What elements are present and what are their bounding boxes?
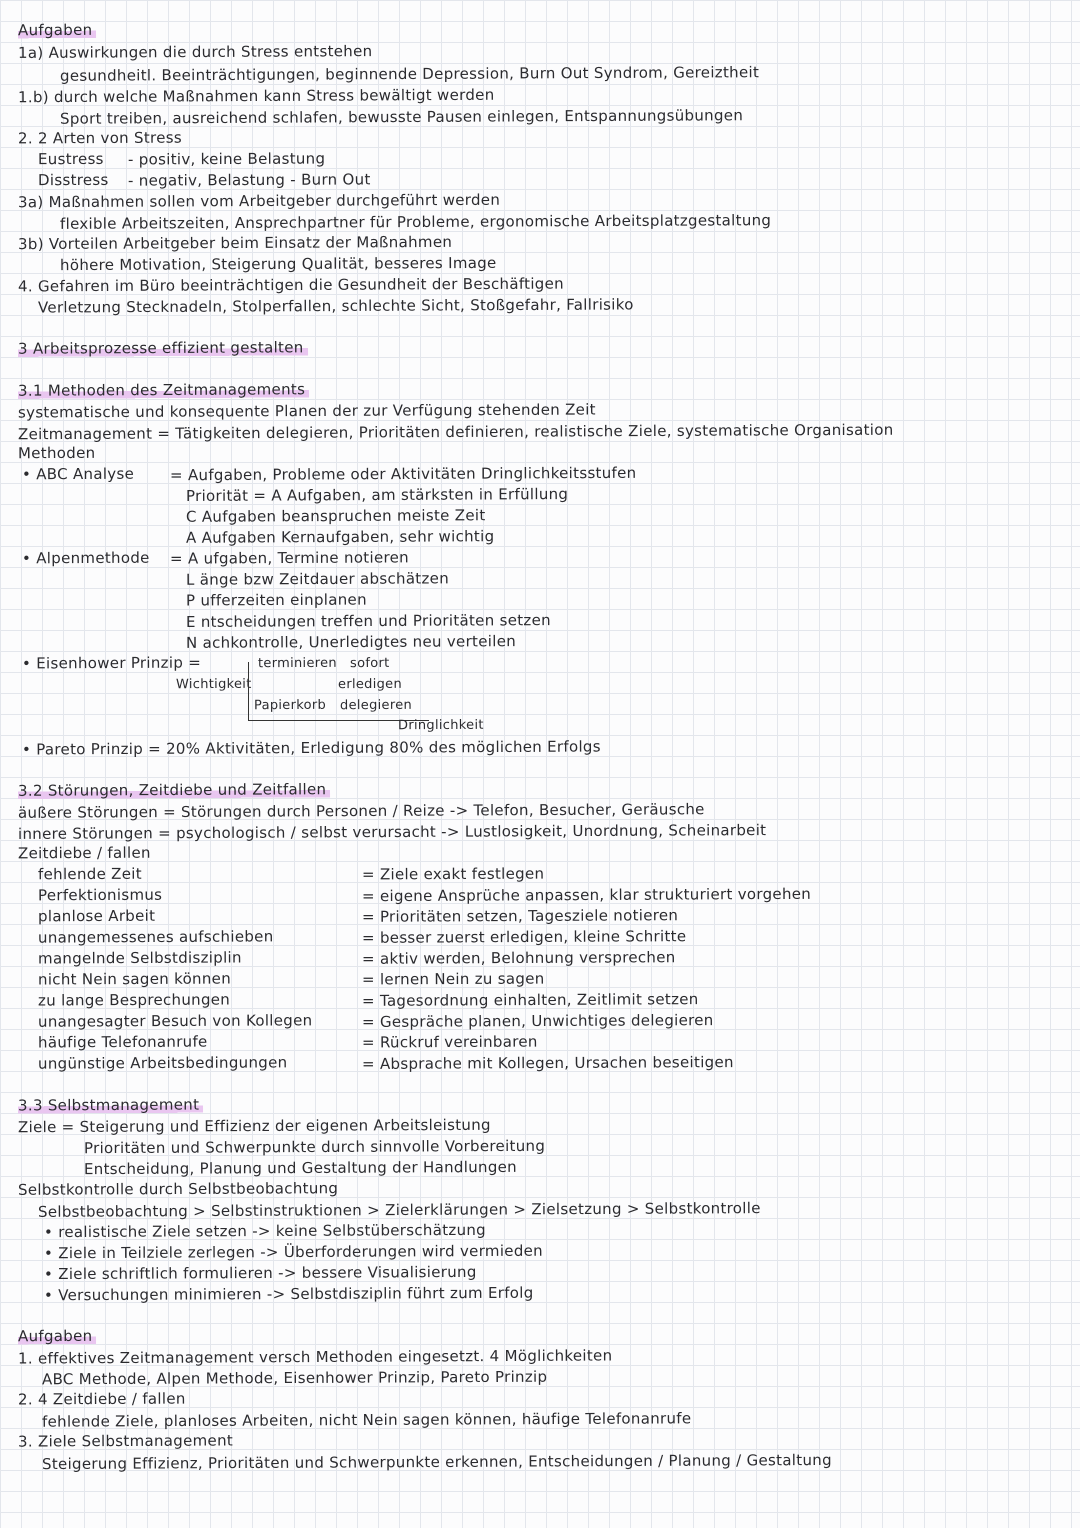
answer-3b: höhere Motivation, Steigerung Qualität, besseres Image bbox=[59, 253, 497, 275]
innere-stoerungen: innere Störungen = psychologisch / selbst verursacht -> Lustlosigkeit, Unordnung, Scheinarbeit bbox=[17, 821, 767, 843]
aufgabe-2: 2. 4 Zeitdiebe / fallen bbox=[17, 1389, 186, 1409]
aufgabe-3-answer: Steigerung Effizienz, Prioritäten und Schwerpunkte erkennen, Entscheidungen / Planung / Gestaltung bbox=[41, 1450, 832, 1474]
aufgabe-2-answer: fehlende Ziele, planloses Arbeiten, nicht Nein sagen können, häufige Telefonanrufe bbox=[41, 1409, 692, 1431]
aufgabe-1-answer: ABC Methode, Alpen Methode, Eisenhower Prinzip, Pareto Prinzip bbox=[41, 1367, 548, 1389]
eisenhower-terminieren: terminieren bbox=[257, 655, 337, 672]
alpen-line-2: L änge bzw Zeitdauer abschätzen bbox=[185, 569, 450, 589]
pareto-prinzip: • Pareto Prinzip = 20% Aktivitäten, Erledigung 80% des möglichen Erfolgs bbox=[21, 737, 601, 759]
ziele-line-2: Prioritäten und Schwerpunkte durch sinnvolle Vorbereitung bbox=[83, 1136, 546, 1158]
selbstkontrolle-point: • realistische Ziele setzen -> keine Selbstüberschätzung bbox=[43, 1220, 487, 1242]
question-3a: 3a) Maßnahmen sollen vom Arbeitgeber durchgeführt werden bbox=[17, 190, 501, 212]
eustress-definition: - positiv, keine Belastung bbox=[127, 149, 326, 169]
zeitdieb-item: ungünstige Arbeitsbedingungen bbox=[37, 1053, 288, 1073]
question-4: 4. Gefahren im Büro beeinträchtigen die Gesundheit der Beschäftigen bbox=[17, 274, 564, 296]
loesung-item: = Tagesordnung einhalten, Zeitlimit setzen bbox=[361, 990, 699, 1010]
abc-line-4: A Aufgaben Kernaufgaben, sehr wichtig bbox=[185, 527, 495, 547]
loesung-item: = Absprache mit Kollegen, Ursachen beseitigen bbox=[361, 1053, 734, 1073]
aufgabe-1: 1. effektives Zeitmanagement versch Methoden eingesetzt. 4 Möglichkeiten bbox=[17, 1346, 613, 1368]
alpenmethode-label: • Alpenmethode bbox=[21, 548, 150, 568]
aufgabe-3: 3. Ziele Selbstmanagement bbox=[17, 1431, 234, 1451]
question-2: 2. 2 Arten von Stress bbox=[17, 128, 182, 148]
answer-3a: flexible Arbeitszeiten, Ansprechpartner für Probleme, ergonomische Arbeitsplatzgestaltung bbox=[59, 211, 772, 233]
aeussere-stoerungen: äußere Störungen = Störungen durch Personen / Reize -> Telefon, Besucher, Geräusche bbox=[17, 800, 705, 822]
ziele-line-1: Ziele = Steigerung und Effizienz der eigenen Arbeitsleistung bbox=[17, 1115, 491, 1137]
eisenhower-label: • Eisenhower Prinzip = bbox=[21, 653, 202, 673]
alpen-line-5: N achkontrolle, Unerledigtes neu verteilen bbox=[185, 632, 517, 652]
heading-3: 3 Arbeitsprozesse effizient gestalten bbox=[18, 338, 308, 358]
loesung-item: = eigene Ansprüche anpassen, klar strukturiert vorgehen bbox=[361, 884, 812, 906]
loesung-item: = Gespräche planen, Unwichtiges delegieren bbox=[361, 1011, 714, 1031]
zeitdieb-item: planlose Arbeit bbox=[37, 906, 156, 926]
answer-4: Verletzung Stecknadeln, Stolperfallen, schlechte Sicht, Stoßgefahr, Fallrisiko bbox=[37, 295, 634, 317]
ziele-line-3: Entscheidung, Planung und Gestaltung der Handlungen bbox=[83, 1157, 518, 1179]
eisenhower-axis-y: Wichtigkeit bbox=[175, 676, 252, 693]
zeitdieb-item: Perfektionismus bbox=[37, 885, 163, 905]
selbstkontrolle-point: • Ziele in Teilziele zerlegen -> Überforderungen wird vermieden bbox=[43, 1241, 544, 1263]
answer-1b: Sport treiben, ausreichend schlafen, bewusste Pausen einlegen, Entspannungsübungen bbox=[59, 106, 744, 128]
answer-1a: gesundheitl. Beeinträchtigungen, beginnende Depression, Burn Out Syndrom, Gereiztheit bbox=[59, 63, 760, 85]
loesung-item: = lernen Nein zu sagen bbox=[361, 969, 545, 989]
selbstkontrolle-point: • Ziele schriftlich formulieren -> bessere Visualisierung bbox=[43, 1262, 477, 1284]
abc-line-2: Priorität = A Aufgaben, am stärksten in Erfüllung bbox=[185, 484, 569, 506]
abc-line-3: C Aufgaben beanspruchen meiste Zeit bbox=[185, 506, 486, 526]
zeitdieb-item: häufige Telefonanrufe bbox=[37, 1032, 208, 1052]
disstress-definition: - negativ, Belastung - Burn Out bbox=[127, 170, 371, 190]
eustress-term: Eustress bbox=[37, 149, 104, 169]
loesung-item: = Rückruf vereinbaren bbox=[361, 1032, 538, 1052]
loesung-item: = besser zuerst erledigen, kleine Schritte bbox=[361, 927, 687, 947]
loesung-item: = Prioritäten setzen, Tagesziele notieren bbox=[361, 906, 679, 926]
loesung-item: = aktiv werden, Belohnung versprechen bbox=[361, 948, 676, 968]
zeitdieb-item: zu lange Besprechungen bbox=[37, 990, 231, 1010]
zeitdieb-item: fehlende Zeit bbox=[37, 864, 142, 884]
zeitmanagement-line: Zeitmanagement = Tätigkeiten delegieren, Prioritäten definieren, realistische Ziele, systematische Organisation bbox=[17, 420, 894, 444]
question-1a: 1a) Auswirkungen die durch Stress entstehen bbox=[17, 42, 373, 62]
zeitdieb-item: nicht Nein sagen können bbox=[37, 969, 232, 989]
loesung-item: = Ziele exakt festlegen bbox=[361, 864, 545, 884]
question-1b: 1.b) durch welche Maßnahmen kann Stress bewältigt werden bbox=[17, 85, 495, 107]
zeitdieb-item: unangesagter Besuch von Kollegen bbox=[37, 1011, 313, 1031]
question-3b: 3b) Vorteilen Arbeitgeber beim Einsatz der Maßnahmen bbox=[17, 232, 453, 254]
zeitdieb-item: mangelnde Selbstdisziplin bbox=[37, 948, 242, 968]
alpen-line-3: P ufferzeiten einplanen bbox=[185, 590, 367, 610]
alpen-line-1: = A ufgaben, Termine notieren bbox=[169, 548, 409, 568]
section-title-aufgaben-2: Aufgaben bbox=[18, 1327, 97, 1345]
heading-3-3: 3.3 Selbstmanagement bbox=[18, 1096, 203, 1115]
eisenhower-papierkorb: Papierkorb bbox=[253, 697, 327, 714]
eisenhower-erledigen: erledigen bbox=[337, 676, 403, 693]
zeitdiebe-label: Zeitdiebe / fallen bbox=[17, 843, 151, 863]
section-title-aufgaben: Aufgaben bbox=[18, 21, 97, 39]
selbstkontrolle-line: Selbstkontrolle durch Selbstbeobachtung bbox=[17, 1179, 339, 1199]
abc-analyse-label: • ABC Analyse bbox=[21, 464, 135, 484]
zeitmanagement-definition: systematische und konsequente Planen der zur Verfügung stehenden Zeit bbox=[17, 400, 596, 422]
zeitdieb-item: unangemessenes aufschieben bbox=[37, 927, 274, 947]
selbstkontrolle-point: • Versuchungen minimieren -> Selbstdisziplin führt zum Erfolg bbox=[43, 1283, 534, 1305]
eisenhower-axis-x: Dringlichkeit bbox=[397, 717, 484, 734]
alpen-line-4: E ntscheidungen treffen und Prioritäten setzen bbox=[185, 611, 551, 631]
heading-3-1: 3.1 Methoden des Zeitmanagements bbox=[18, 380, 309, 400]
disstress-term: Disstress bbox=[37, 170, 109, 190]
eisenhower-sofort: sofort bbox=[349, 655, 390, 672]
eisenhower-delegieren: delegieren bbox=[339, 697, 413, 714]
methoden-label: Methoden bbox=[17, 443, 96, 463]
heading-3-2: 3.2 Störungen, Zeitdiebe und Zeitfallen bbox=[18, 780, 330, 800]
selbstkontrolle-chain: Selbstbeobachtung > Selbstinstruktionen > Zielerklärungen > Zielsetzung > Selbstkontrolle bbox=[37, 1199, 761, 1221]
abc-line-1: = Aufgaben, Probleme oder Aktivitäten Dringlichkeitsstufen bbox=[169, 463, 637, 485]
